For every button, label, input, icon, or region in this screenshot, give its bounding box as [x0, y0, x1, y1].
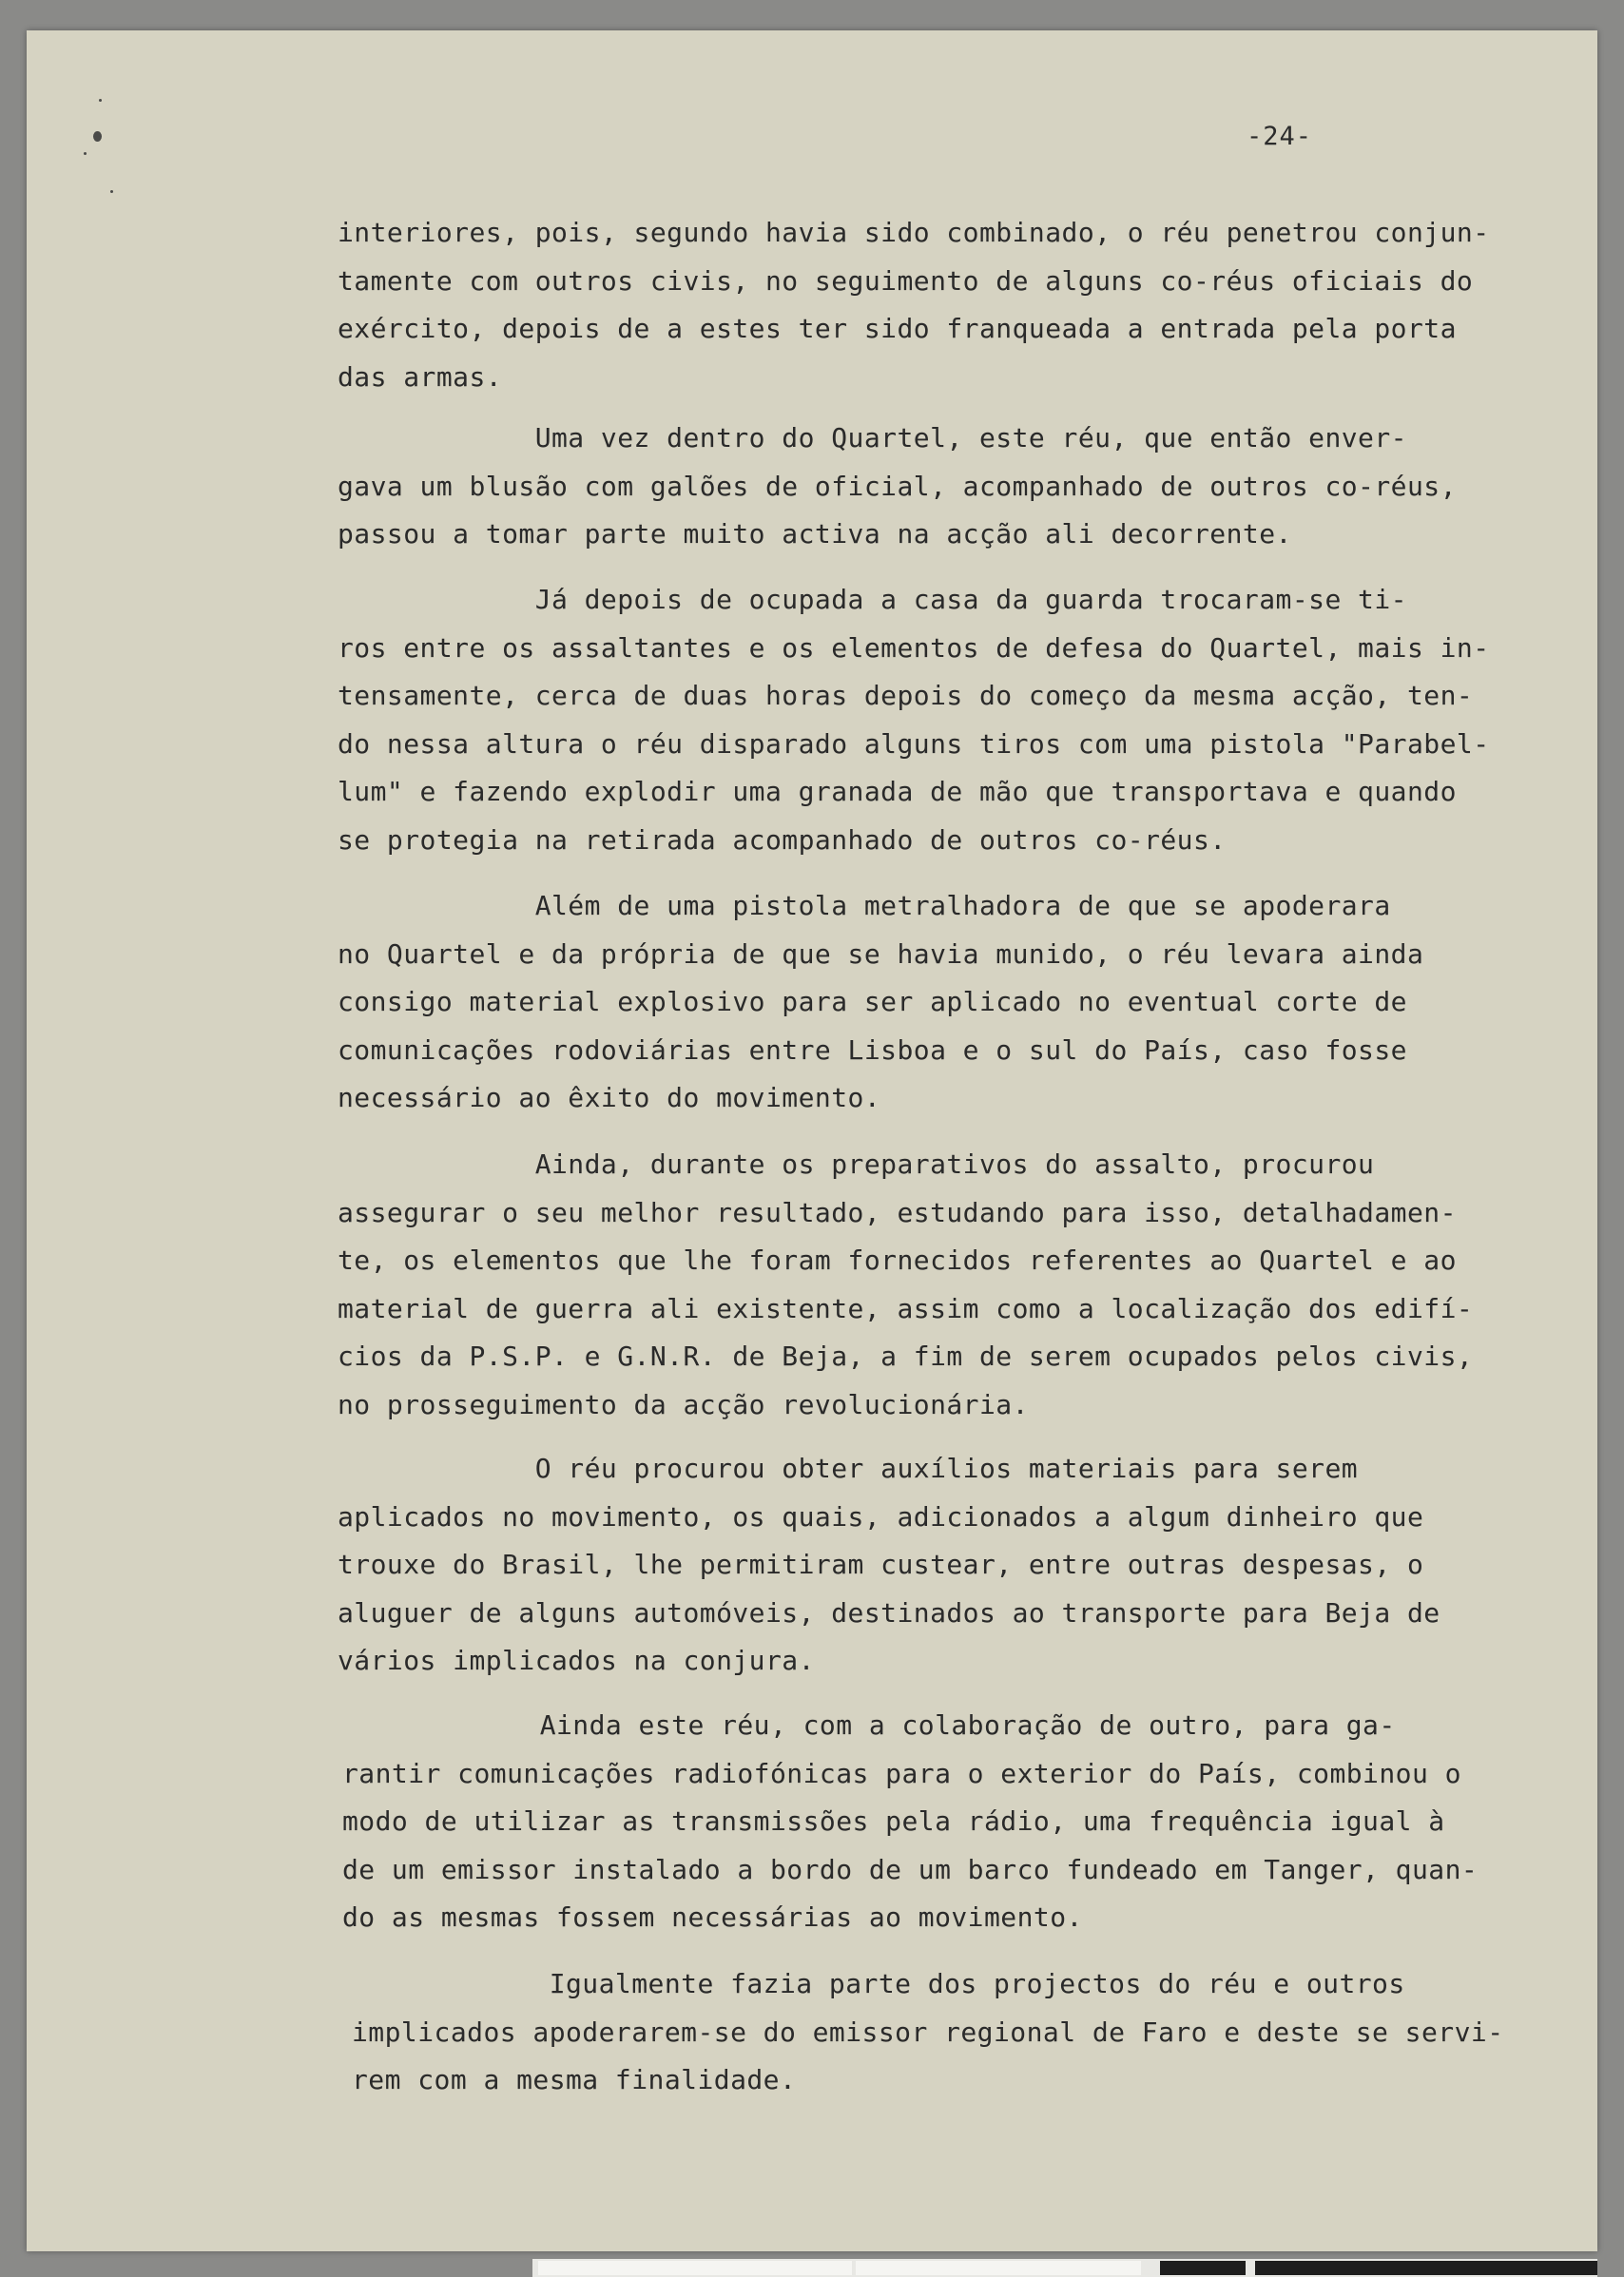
- text-line: consigo material explosivo para ser aplicado no eventual corte de: [338, 986, 1407, 1017]
- text-line: trouxe do Brasil, lhe permitiram custear, entre outras despesas, o: [338, 1549, 1424, 1580]
- calibration-band: [1160, 2261, 1246, 2275]
- paragraph: [338, 1445, 1559, 1686]
- text-line: de um emissor instalado a bordo de um barco fundeado em Tanger, quan-: [342, 1853, 1479, 1885]
- text-line: modo de utilizar as transmissões pela rádio, uma frequência igual à: [342, 1805, 1445, 1837]
- text-line: cios da P.S.P. e G.N.R. de Beja, a fim de serem ocupados pelos civis,: [338, 1341, 1474, 1372]
- calibration-band: [538, 2261, 852, 2275]
- paragraph: [338, 415, 1559, 559]
- text-line: vários implicados na conjura.: [338, 1645, 815, 1676]
- text-line: Uma vez dentro do Quartel, este réu, que então enver-: [338, 422, 1407, 453]
- text-line: das armas.: [338, 360, 503, 393]
- page-number: -24-: [1247, 122, 1313, 151]
- text-line: aluguer de alguns automóveis, destinados ao transporte para Beja de: [338, 1596, 1440, 1629]
- text-line: material de guerra ali existente, assim como a localização dos edifí-: [338, 1292, 1474, 1324]
- text-line: necessário ao êxito do movimento.: [338, 1082, 881, 1113]
- text-line: tamente com outros civis, no seguimento de alguns co-réus oficiais do: [338, 264, 1474, 297]
- paragraph: [352, 1960, 1574, 2105]
- text-line: do nessa altura o réu disparado alguns tiros com uma pistola "Parabel-: [338, 727, 1490, 760]
- text-line: no prosseguimento da acção revolucionária.: [338, 1388, 1029, 1420]
- paragraph: [338, 576, 1559, 864]
- paragraph: [338, 1141, 1559, 1429]
- calibration-band: [1255, 2261, 1597, 2275]
- text-line: aplicados no movimento, os quais, adicionados a algum dinheiro que: [338, 1500, 1424, 1533]
- text-line: se protegia na retirada acompanhado de outros co-réus.: [338, 823, 1227, 856]
- text-line: lum" e fazendo explodir uma granada de mão que transportava e quando: [338, 776, 1457, 807]
- text-line: implicados apoderarem-se do emissor regional de Faro e deste se servi-: [352, 2016, 1504, 2048]
- text-line: tensamente, cerca de duas horas depois do começo da mesma acção, ten-: [338, 680, 1474, 711]
- text-line: rantir comunicações radiofónicas para o exterior do País, combinou o: [342, 1757, 1461, 1789]
- ink-speck: [110, 190, 113, 193]
- text-line: Além de uma pistola metralhadora de que se apoderara: [338, 890, 1391, 921]
- text-line: Ainda este réu, com a colaboração de outro, para ga-: [342, 1709, 1396, 1741]
- ink-speck: [99, 99, 102, 102]
- calibration-band: [856, 2261, 1141, 2275]
- text-line: Ainda, durante os preparativos do assalto, procurou: [338, 1148, 1375, 1180]
- text-line: do as mesmas fossem necessárias ao movimento.: [342, 1901, 1083, 1933]
- text-line: Igualmente fazia parte dos projectos do réu e outros: [352, 1968, 1405, 1999]
- text-line: no Quartel e da própria de que se havia munido, o réu levara ainda: [338, 937, 1424, 970]
- ink-speck: [93, 131, 102, 142]
- text-line: exército, depois de a estes ter sido franqueada a entrada pela porta: [338, 313, 1457, 344]
- text-line: te, os elementos que lhe foram fornecidos referentes ao Quartel e ao: [338, 1245, 1457, 1276]
- text-line: rem com a mesma finalidade.: [352, 2064, 797, 2095]
- text-line: comunicações rodoviárias entre Lisboa e o sul do País, caso fosse: [338, 1033, 1407, 1066]
- paragraph: [342, 1702, 1564, 1942]
- text-line: assegurar o seu melhor resultado, estudando para isso, detalhadamen-: [338, 1196, 1457, 1228]
- text-line: ros entre os assaltantes e os elementos de defesa do Quartel, mais in-: [338, 631, 1490, 664]
- scan-calibration-strip: [532, 2259, 1597, 2277]
- paragraph: [338, 209, 1559, 401]
- paragraph: [338, 882, 1559, 1123]
- text-line: passou a tomar parte muito activa na acção ali decorrente.: [338, 518, 1292, 550]
- text-line: interiores, pois, segundo havia sido combinado, o réu penetrou conjun-: [338, 217, 1490, 248]
- text-line: Já depois de ocupada a casa da guarda trocaram-se ti-: [338, 584, 1407, 615]
- text-line: gava um blusão com galões de oficial, acompanhado de outros co-réus,: [338, 470, 1457, 502]
- text-line: O réu procurou obter auxílios materiais para serem: [338, 1453, 1359, 1484]
- ink-speck: [84, 152, 87, 155]
